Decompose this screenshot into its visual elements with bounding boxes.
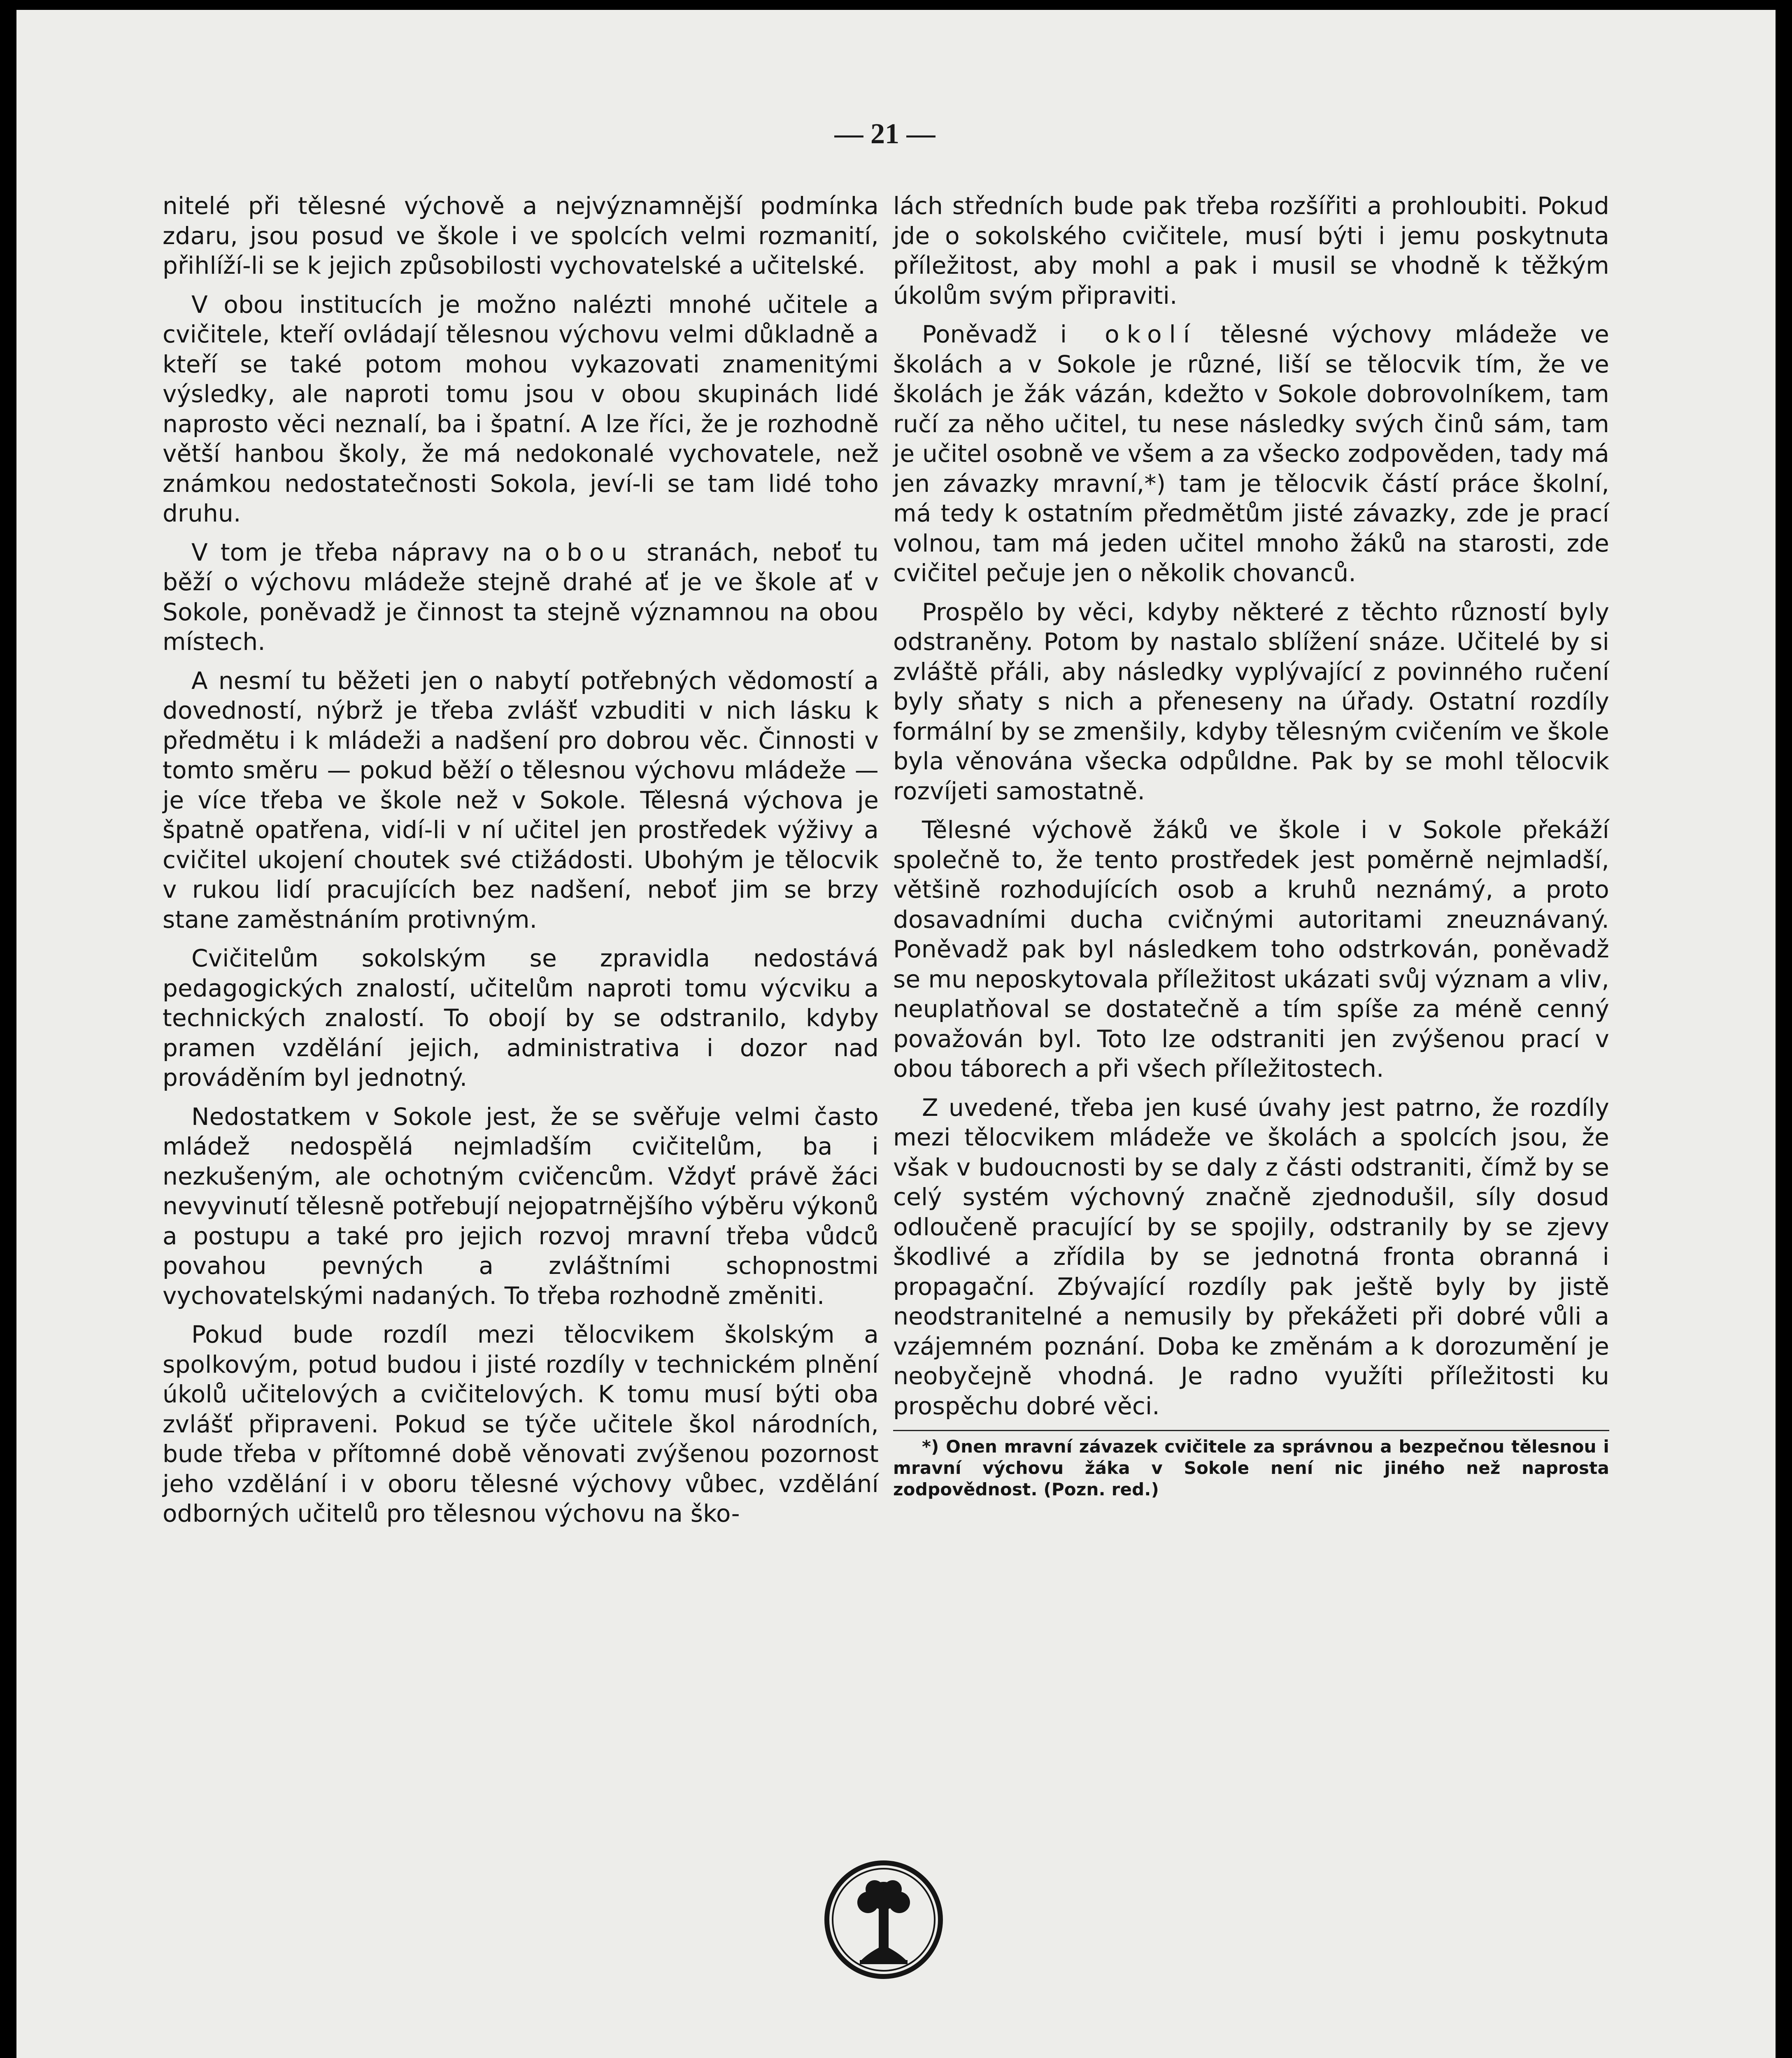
paragraph: Nedostatkem v Sokole jest, že se svěřuje velmi často mládež nedospělá nejmladším cvičitelům, ba i nezkušeným, ale ochotným cvičencům. Vždyť právě žáci nevyvinutí tělesně potřebují nejopatrnějšího výběru výkonů a postupu a také pro jejich rozvoj mravní třeba vůdců povahou pevných a zvláštními schopnostmi vychovatelskými nadaných. To třeba rozhodně změniti. bbox=[163, 1102, 879, 1310]
spaced-emphasis: i okolí bbox=[1060, 320, 1197, 348]
paragraph: Pokud bude rozdíl mezi tělocvikem školským a spolkovým, potud budou i jisté rozdíly v technickém plnění úkolů učitelových a cvičitelových. K tomu musí býti oba zvlášť připraveni. Pokud se týče učitele škol národních, bude třeba v přítomné době věnovati zvýšenou pozornost jeho vzdělání i v oboru tělesné výchovy vůbec, vzdělání odborných učitelů pro tělesnou výchovu na ško- bbox=[163, 1320, 879, 1527]
paragraph: A nesmí tu běžeti jen o nabytí potřebných vědomostí a dovedností, nýbrž je třeba zvlášť vzbuditi v nich lásku k předmětu i k mládeži a nadšení pro dobrou věc. Činnosti v tomto směru — pokud běží o tělesnou výchovu mládeže — je více třeba ve škole než v Sokole. Tělesná výchova je špatně opatřena, vidí-li v ní učitel jen prostředek výživy a cvičitel ukojení choutek své ctižádosti. Ubohým je tělocvik v rukou lidí pracujících bez nadšení, neboť jim se brzy stane zaměstnáním protivným. bbox=[163, 666, 879, 934]
footnote: *) Onen mravní závazek cvičitele za správnou a bezpečnou tělesnou i mravní výchovu žáka v Sokole není nic jiného než naprosta zodpovědnost. (Pozn. red.) bbox=[893, 1436, 1609, 1499]
page-number: — 21 — bbox=[834, 118, 936, 150]
paragraph: Prospělo by věci, kdyby některé z těchto růzností byly odstraněny. Potom by nastalo sblížení snáze. Učitelé by si zvláště přáli, aby následky vyplývající z povinného ručení byly sňaty s nich a přeneseny na úřady. Ostatní rozdíly formální by se zmenšily, kdyby tělesným cvičením ve škole byla věnována všecka odpůldne. Pak by se mohl tělocvik rozvíjeti samostatně. bbox=[893, 598, 1609, 805]
paragraph: Z uvedené, třeba jen kusé úvahy jest patrno, že rozdíly mezi tělocvikem mládeže ve školách a spolcích jsou, že však v budoucnosti by se daly z části odstraniti, čímž by se celý systém výchovný značně zjednodušil, síly dosud odloučeně pracující by se spojily, odstranily by se zjevy škodlivé a zřídila by se jednotná fronta obranná i propagační. Zbývající rozdíly pak ještě byly by jistě neodstranitelné a nemusily by překážeti při dobré vůli a vzájemném poznání. Doba ke změnám a k dorozumění je neobyčejně vhodná. Je radno využíti příležitosti ku prospěchu dobré věci. bbox=[893, 1093, 1609, 1420]
page bbox=[16, 10, 1776, 2058]
paragraph: nitelé při tělesné výchově a nejvýznamnější podmínka zdaru, jsou posud ve škole i ve spolcích velmi rozmanití, přihlíží-li se k jejich způsobilosti vychovatelské a učitelské. bbox=[163, 192, 879, 279]
paragraph bbox=[893, 319, 1609, 588]
spaced-emphasis: obou bbox=[545, 538, 634, 566]
paragraph-text: stranách, neboť tu běží o výchovu mládeže stejně drahé ať je ve škole ať v Sokole, poněvadž je činnost ta stejně významnou na obou místech. bbox=[163, 538, 879, 656]
left-column bbox=[163, 191, 879, 1538]
right-column bbox=[893, 191, 1609, 1509]
paragraph bbox=[163, 538, 879, 657]
paragraph: lách středních bude pak třeba rozšířiti a prohloubiti. Pokud jde o sokolského cvičitele, musí býti i jemu poskytnuta příležitost, aby mohl a pak i musil se vhodně k těžkým úkolům svým připraviti. bbox=[893, 192, 1609, 310]
paragraph-text: Poněvadž bbox=[922, 320, 1060, 348]
paragraph-text: tělesné výchovy mládeže ve školách a v Sokole je různé, liší se tělocvik tím, že ve školách je žák vázán, kdežto v Sokole dobrovolníkem, tam ručí za něho učitel, tu nese následky svých činů sám, tam je učitel osobně ve všem a za všecko zodpověden, tady má jen závazky mravní,*) tam je tělocvik částí práce školní, má tedy k ostatním předmětům jisté závazky, zde je prací volnou, tam má jeden učitel mnoho žáků na starosti, zde cvičitel pečuje jen o několik chovanců. bbox=[893, 320, 1609, 587]
paragraph: Cvičitelům sokolským se zpravidla nedostává pedagogických znalostí, učitelům naproti tomu výcviku a technických znalostí. To obojí by se odstranilo, kdyby pramen vzdělání jejich, administrativa i dozor nad prováděním byl jednotný. bbox=[163, 944, 879, 1092]
tree-emblem-icon bbox=[822, 1858, 945, 1981]
paragraph-text: V tom je třeba nápravy na bbox=[191, 538, 545, 566]
paragraph: Tělesné výchově žáků ve škole i v Sokole překáží společně to, že tento prostředek jest poměrně nejmladší, většině rozhodujících osob a kruhů neznámý, a proto dosavadními ducha cvičnými autoritami zneuznávaný. Poněvadž pak byl následkem toho odstrkován, poněvadž se mu neposkytovala příležitost ukázati svůj význam a vliv, neuplatňoval se dostatečně a tím spíše za méně cenný považován byl. Toto lze odstraniti jen zvýšenou prací v obou táborech a při všech příležitostech. bbox=[893, 816, 1609, 1083]
footnote-divider bbox=[893, 1430, 1609, 1431]
paragraph: V obou institucích je možno nalézti mnohé učitele a cvičitele, kteří ovládají tělesnou výchovu velmi důkladně a kteří se také potom mohou vykazovati znamenitými výsledky, ale naproti tomu jsou v obou skupinách lidé naprosto věci neznalí, ba i špatní. A lze říci, že je rozhodně větší hanbou školy, že má nedokonalé vychovatele, než známkou nedostatečnosti Sokola, jeví-li se tam lidé toho druhu. bbox=[163, 290, 879, 527]
